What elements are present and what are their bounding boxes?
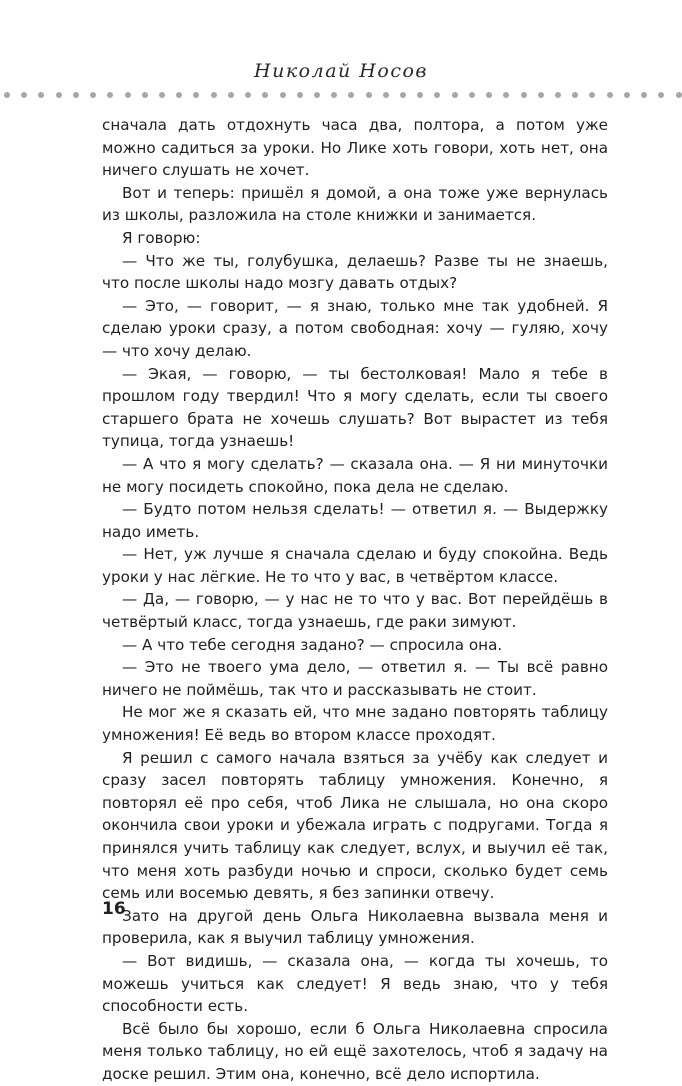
paragraph: Не мог же я сказать ей, что мне задано повторять таблицу умножения! Её ведь во втором классе проходят.	[102, 703, 608, 745]
paragraph: — А что я могу сделать? — сказала она. — Я ни минуточки не могу посидеть спокойно, пока дела не сделаю.	[102, 454, 608, 496]
paragraph: сначала дать отдохнуть часа два, полтора, а потом уже можно садиться за уроки. Но Лике хоть говори, хоть нет, она ничего слушать не хочет.	[102, 116, 608, 180]
dotted-divider	[4, 92, 682, 100]
paragraph: — Будто потом нельзя сделать! — ответил я. — Выдержку надо иметь.	[102, 500, 608, 541]
paragraph: — Что же ты, голубушка, делаешь? Разве ты не знаешь, что после школы надо мозгу давать отдых?	[102, 251, 608, 293]
body-text	[102, 114, 608, 1086]
paragraph: Зато на другой день Ольга Николаевна вызвала меня и проверила, как я выучил таблицу умножения.	[102, 906, 608, 948]
paragraph: — Нет, уж лучше я сначала сделаю и буду спокойна. Ведь уроки у нас лёгкие. Не то что у вас, в четвёртом классе.	[102, 545, 608, 586]
paragraph: — Вот видишь, — сказала она, — когда ты хочешь, то можешь учиться как следует! Я ведь знаю, что у тебя способности есть.	[102, 951, 608, 1016]
paragraph: — Да, — говорю, — у нас не то что у вас. Вот перейдёшь в четвёртый класс, тогда узнаешь, где раки зимуют.	[102, 590, 608, 632]
paragraph: — Экая, — говорю, — ты бестолковая! Мало я тебе в прошлом году твердил! Что я могу сделать, если ты своего старшего брата не хочешь слушать? Вот вырастет из тебя тупица, тогда узнаешь!	[102, 364, 608, 451]
paragraph: Вот и теперь: пришёл я домой, а она тоже уже вернулась из школы, разложила на столе книжки и занимается.	[102, 183, 608, 225]
paragraph: Я говорю:	[122, 228, 201, 247]
running-header: Николай Носов	[254, 60, 428, 82]
paragraph: Всё было бы хорошо, если б Ольга Николаевна спросила меня только таблицу, но ей ещё захотелось, чтоб я задачу на доске решил. Этим она, конечно, всё дело испортила.	[102, 1019, 608, 1083]
paragraph: — А что тебе сегодня задано? — спросила она.	[122, 635, 503, 654]
page-number: 16	[102, 899, 126, 919]
paragraph: Я решил с самого начала взяться за учёбу как следует и сразу засел повторять таблицу умножения. Конечно, я повторял её про себя, чтоб Лика не слышала, но она скоро окончила свои уроки и убежала играть с подругами. Тогда я принялся учить таблицу как следует, вслух, и выучил её так, что меня хоть разбуди ночью и спроси, сколько будет семь семь или восемью девять, я без запинки отвечу.	[102, 748, 608, 903]
paragraph: — Это не твоего ума дело, — ответил я. — Ты всё равно ничего не поймёшь, так что и рассказывать не стоит.	[102, 658, 608, 699]
paragraph: — Это, — говорит, — я знаю, только мне так удобней. Я сделаю уроки сразу, а потом свободная: хочу — гуляю, хочу — что хочу делаю.	[102, 296, 608, 360]
